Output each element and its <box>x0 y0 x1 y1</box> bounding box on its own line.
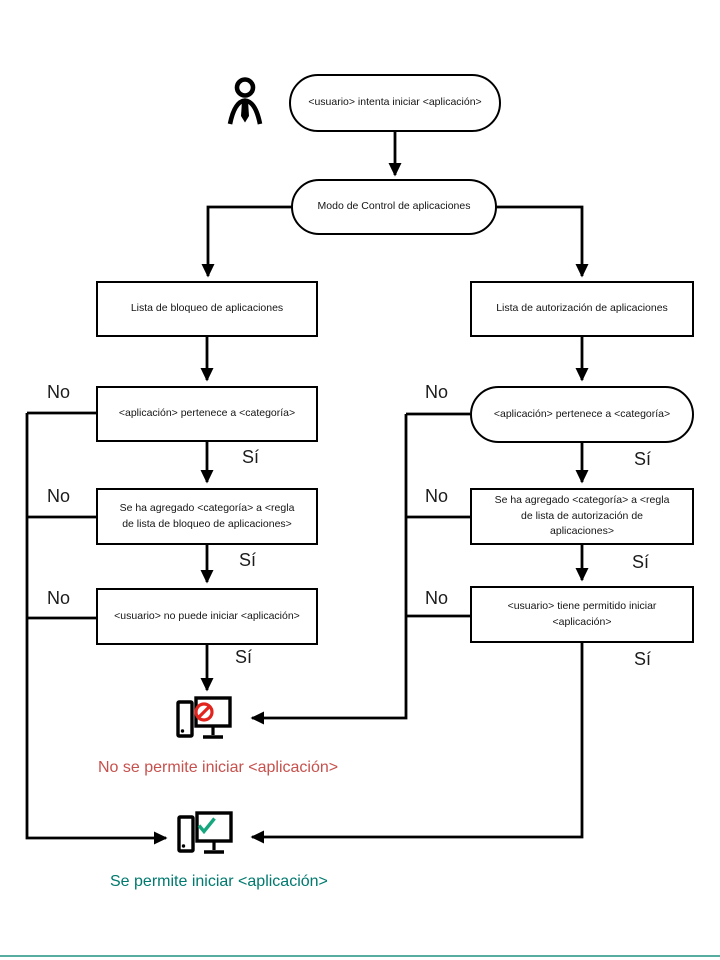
node-blocklist <box>96 281 318 337</box>
edge-right-no-trunk-to-blocked-icon <box>252 414 406 718</box>
edge-label-no: No <box>425 382 449 402</box>
edge-label-no: No <box>47 382 71 402</box>
edge-label-no: No <box>425 588 449 608</box>
node-control-mode-label: Modo de Control de aplicaciones <box>317 200 471 213</box>
node-start-label: <usuario> intenta iniciar <aplicación> <box>308 96 482 109</box>
node-block-rule-check-label: Se ha agregado <categoría> a <regla de lista de bloqueo de aplicaciones> <box>119 501 295 530</box>
outcome-allowed-text: Se permite iniciar <aplicación> <box>110 873 328 890</box>
node-allow-rule-check <box>470 488 694 545</box>
node-allow-rule-check-label: Se ha agregado <categoría> a <regla de lista de autorización de aplicaciones> <box>494 493 670 538</box>
edge-mode-to-allowlist <box>496 207 582 276</box>
prohibition-icon <box>196 704 212 720</box>
node-allow-result <box>470 586 694 643</box>
edge-label-no: No <box>47 486 71 506</box>
node-blocklist-label: Lista de bloqueo de aplicaciones <box>130 302 284 315</box>
edge-label-yes: Sí <box>634 649 652 669</box>
node-block-category-check-label: <aplicación> pertenece a <categoría> <box>118 407 296 420</box>
edge-label-no: No <box>47 588 71 608</box>
node-block-category-check <box>96 386 318 442</box>
node-allow-result-label: <usuario> tiene permitido iniciar <aplicación> <box>507 599 657 628</box>
computer-blocked-icon <box>176 696 232 744</box>
node-allowlist-label: Lista de autorización de aplicaciones <box>496 302 668 315</box>
computer-allowed-icon <box>177 811 233 859</box>
person-icon <box>226 77 264 127</box>
footer-divider <box>0 955 720 957</box>
node-start <box>289 74 501 132</box>
edge-ares-yes-to-allowed-icon <box>252 643 582 837</box>
node-block-rule-check <box>96 488 318 545</box>
node-allowlist <box>470 281 694 337</box>
edge-label-no: No <box>425 486 449 506</box>
node-allow-category-check-label: <aplicación> pertenece a <categoría> <box>493 407 671 420</box>
edge-label-yes: Sí <box>632 552 650 572</box>
edge-label-yes: Sí <box>242 447 260 467</box>
node-control-mode <box>291 179 497 235</box>
node-allow-category-check <box>470 386 694 443</box>
outcome-blocked-text: No se permite iniciar <aplicación> <box>98 759 339 776</box>
edge-label-yes: Sí <box>634 449 652 469</box>
node-block-result <box>96 588 318 645</box>
edge-mode-to-blocklist <box>208 207 292 276</box>
node-block-result-label: <usuario> no puede iniciar <aplicación> <box>114 609 300 622</box>
edge-label-yes: Sí <box>235 647 253 667</box>
edge-label-yes: Sí <box>239 550 257 570</box>
